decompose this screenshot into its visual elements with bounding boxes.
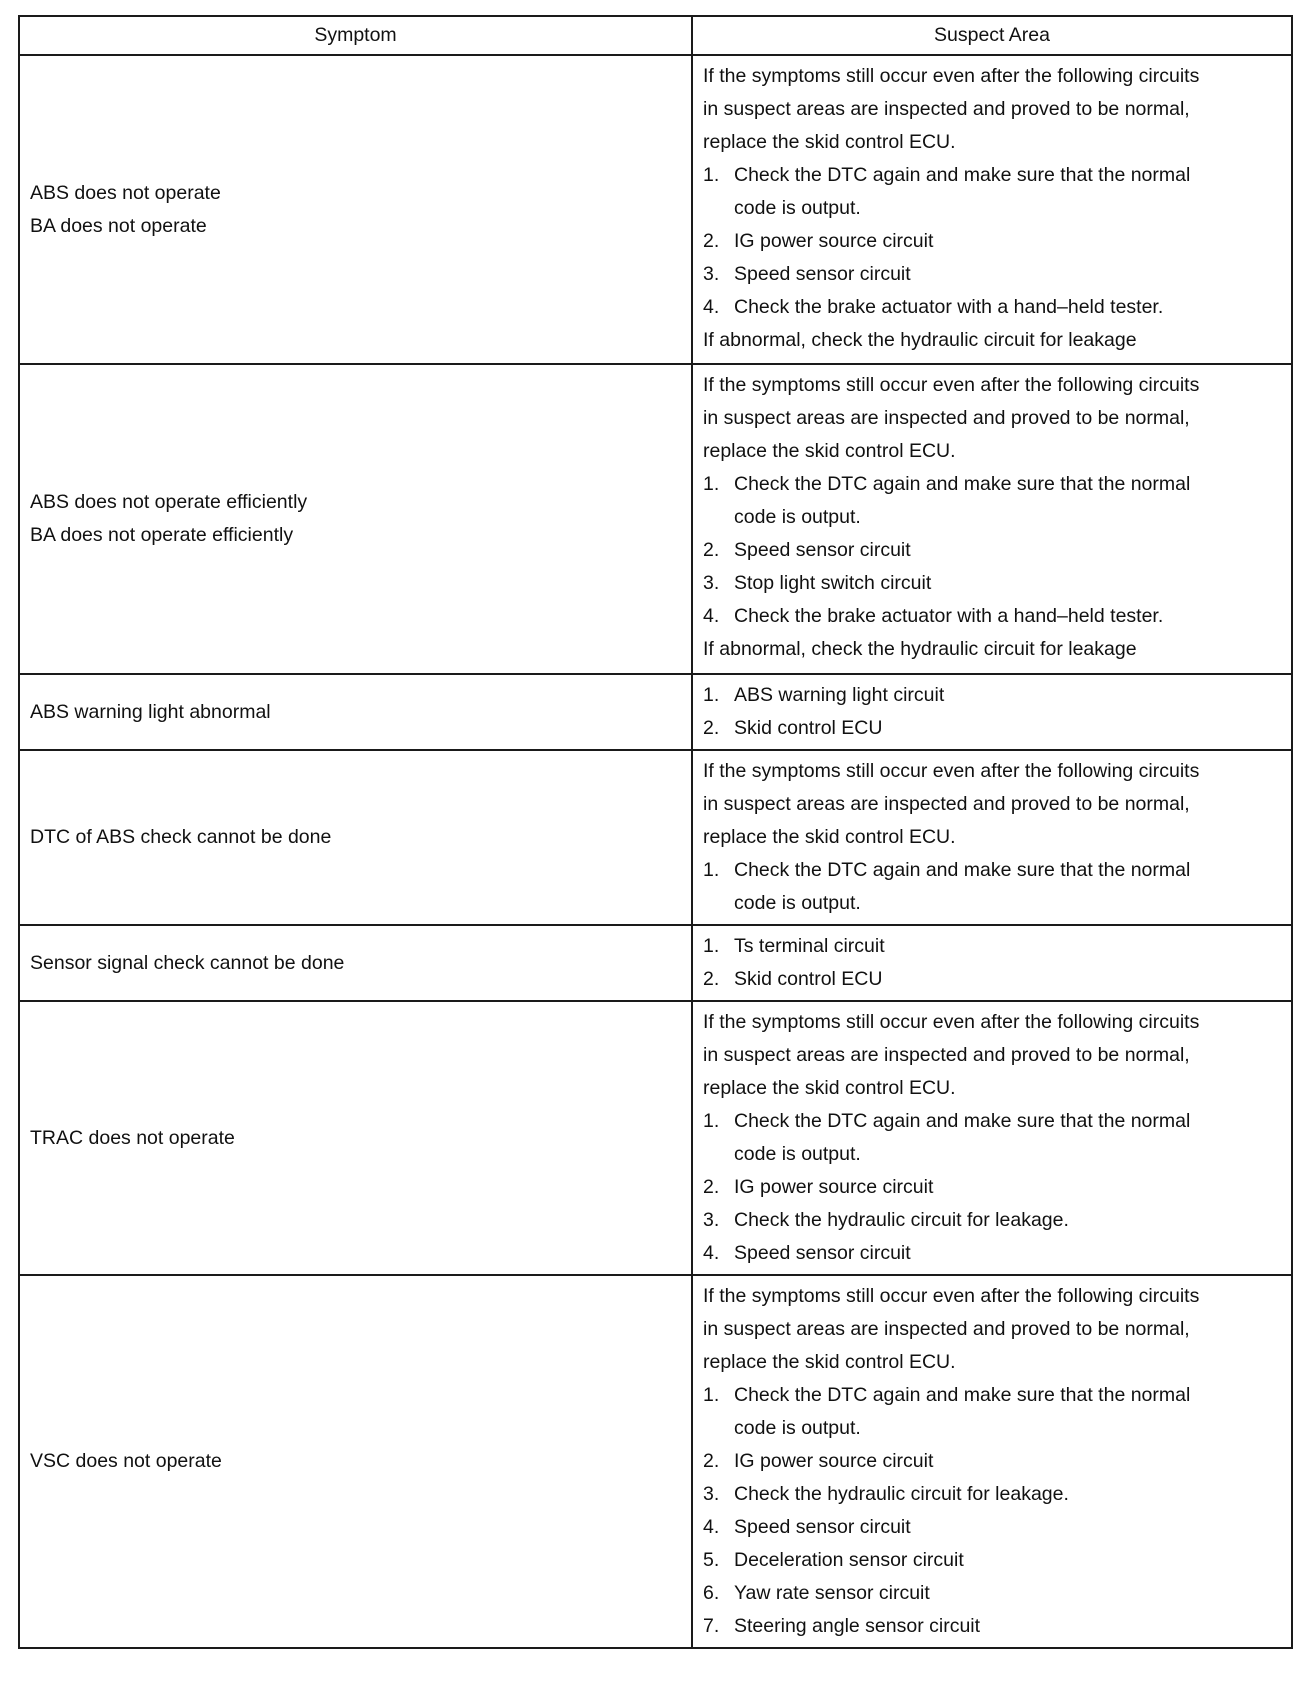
suspect-area-cell [692,55,1292,364]
suspect-list-item [703,1237,1283,1270]
suspect-list-item [703,1544,1283,1577]
table-header-row [19,16,1292,55]
list-item-text: code is output. [734,1417,861,1439]
table-body [19,55,1292,1648]
suspect-list-item [703,1511,1283,1544]
suspect-list-item [703,291,1283,324]
suspect-list-item [703,225,1283,258]
symptom-column-header: Symptom [19,16,692,55]
list-item-number: 3. [703,263,720,285]
suspect-list-item [703,854,1283,920]
list-item-text: Check the DTC again and make sure that the normal [734,859,1191,881]
list-item-number: 1. [703,859,720,881]
suspect-intro-text: in suspect areas are inspected and proved to be normal, [703,407,1190,429]
suspect-list-item [703,1610,1283,1643]
list-item-text: Check the DTC again and make sure that the normal [734,1384,1191,1406]
suspect-intro-text: If the symptoms still occur even after the following circuits [703,1011,1200,1033]
list-item-text: IG power source circuit [734,230,934,252]
symptom-cell [19,364,692,674]
list-item-number: 4. [703,605,720,627]
suspect-list-item [703,679,1283,712]
list-item-text: Check the DTC again and make sure that the normal [734,1110,1191,1132]
suspect-list-item [703,1577,1283,1610]
list-item-text: code is output. [734,1143,861,1165]
list-item-text: Speed sensor circuit [734,263,911,285]
list-item-text: Speed sensor circuit [734,539,911,561]
list-item-number: 3. [703,1483,720,1505]
list-item-text: IG power source circuit [734,1176,934,1198]
suspect-list-item [703,1171,1283,1204]
list-item-number: 6. [703,1582,720,1604]
list-item-text: Check the DTC again and make sure that the normal [734,473,1191,495]
symptom-text: TRAC does not operate [30,1126,235,1149]
suspect-area-cell [692,1001,1292,1275]
table-row [19,364,1292,674]
suspect-area-cell [692,1275,1292,1648]
list-item-number: 4. [703,1516,720,1538]
table-row [19,674,1292,750]
list-item-number: 4. [703,1242,720,1264]
symptom-cell [19,674,692,750]
list-item-text: IG power source circuit [734,1450,934,1472]
suspect-area-cell [692,364,1292,674]
symptom-cell [19,55,692,364]
suspect-list-item [703,1379,1283,1445]
suspect-intro-text: If the symptoms still occur even after the following circuits [703,760,1200,782]
symptom-table [18,15,1293,1649]
list-item-text: Speed sensor circuit [734,1516,911,1538]
suspect-intro-text: in suspect areas are inspected and proved to be normal, [703,1044,1190,1066]
list-item-text: code is output. [734,506,861,528]
suspect-intro-text: replace the skid control ECU. [703,131,956,153]
list-item-text: Check the DTC again and make sure that the normal [734,164,1191,186]
list-item-number: 3. [703,572,720,594]
suspect-list-item [703,1105,1283,1171]
symptom-text: Sensor signal check cannot be done [30,951,345,974]
suspect-list-item [703,600,1283,633]
list-item-text: Skid control ECU [734,717,883,739]
list-item-number: 2. [703,1176,720,1198]
list-item-text: Yaw rate sensor circuit [734,1582,930,1604]
suspect-list-item [703,534,1283,567]
symptom-text: DTC of ABS check cannot be done [30,826,332,848]
suspect-intro-text: If the symptoms still occur even after the following circuits [703,374,1200,396]
list-item-number: 5. [703,1549,720,1571]
suspect-intro-text: replace the skid control ECU. [703,1077,956,1099]
suspect-list-item [703,159,1283,225]
list-item-text: code is output. [734,197,861,219]
suspect-list-item [703,567,1283,600]
list-item-number: 1. [703,935,720,957]
table-row [19,925,1292,1001]
table-row [19,1275,1292,1648]
table-row [19,55,1292,364]
list-item-number: 1. [703,164,720,186]
suspect-intro-text: in suspect areas are inspected and proved to be normal, [703,1318,1190,1340]
suspect-list-item [703,1478,1283,1511]
suspect-outro-text: If abnormal, check the hydraulic circuit for leakage [703,329,1137,351]
suspect-area-column-header: Suspect Area [692,16,1292,55]
suspect-list-item [703,468,1283,534]
symptom-text: ABS does not operate efficiently [30,491,308,513]
suspect-intro-text: replace the skid control ECU. [703,826,956,848]
suspect-intro-text: If the symptoms still occur even after the following circuits [703,65,1200,87]
list-item-number: 3. [703,1209,720,1231]
symptom-text: BA does not operate efficiently [30,524,294,546]
list-item-text: Speed sensor circuit [734,1242,911,1264]
suspect-intro-text: in suspect areas are inspected and proved to be normal, [703,98,1190,120]
list-item-number: 1. [703,1110,720,1132]
suspect-list-item [703,712,1283,745]
list-item-number: 2. [703,1450,720,1472]
suspect-list-item [703,258,1283,291]
suspect-list-item [703,963,1283,996]
suspect-area-cell [692,750,1292,925]
list-item-number: 2. [703,230,720,252]
symptom-cell [19,925,692,1001]
list-item-number: 2. [703,968,720,990]
list-item-number: 4. [703,296,720,318]
symptom-cell [19,750,692,925]
list-item-text: code is output. [734,892,861,914]
symptom-text: BA does not operate [30,214,207,237]
table-row [19,1001,1292,1275]
suspect-intro-text: If the symptoms still occur even after the following circuits [703,1285,1200,1307]
suspect-outro-text: If abnormal, check the hydraulic circuit for leakage [703,638,1137,660]
list-item-number: 1. [703,1384,720,1406]
list-item-text: ABS warning light circuit [734,684,945,706]
list-item-text: Check the brake actuator with a hand–held tester. [734,296,1164,318]
list-item-text: Skid control ECU [734,968,883,990]
list-item-text: Steering angle sensor circuit [734,1615,981,1637]
list-item-number: 1. [703,473,720,495]
list-item-number: 2. [703,539,720,561]
suspect-list-item [703,930,1283,963]
list-item-text: Deceleration sensor circuit [734,1549,964,1571]
list-item-text: Stop light switch circuit [734,572,932,594]
suspect-intro-text: replace the skid control ECU. [703,1351,956,1373]
list-item-text: Ts terminal circuit [734,935,885,957]
list-item-text: Check the hydraulic circuit for leakage. [734,1483,1069,1505]
suspect-area-cell [692,925,1292,1001]
suspect-intro-text: in suspect areas are inspected and proved to be normal, [703,793,1190,815]
suspect-area-cell [692,674,1292,750]
list-item-text: Check the hydraulic circuit for leakage. [734,1209,1069,1231]
table-row [19,750,1292,925]
list-item-number: 7. [703,1615,720,1637]
list-item-number: 2. [703,717,720,739]
suspect-list-item [703,1445,1283,1478]
symptom-text: VSC does not operate [30,1450,222,1472]
list-item-number: 1. [703,684,720,706]
symptom-cell [19,1275,692,1648]
suspect-list-item [703,1204,1283,1237]
suspect-intro-text: replace the skid control ECU. [703,440,956,462]
symptom-text: ABS warning light abnormal [30,700,271,723]
symptom-cell [19,1001,692,1275]
symptom-text: ABS does not operate [30,181,221,204]
list-item-text: Check the brake actuator with a hand–held tester. [734,605,1164,627]
